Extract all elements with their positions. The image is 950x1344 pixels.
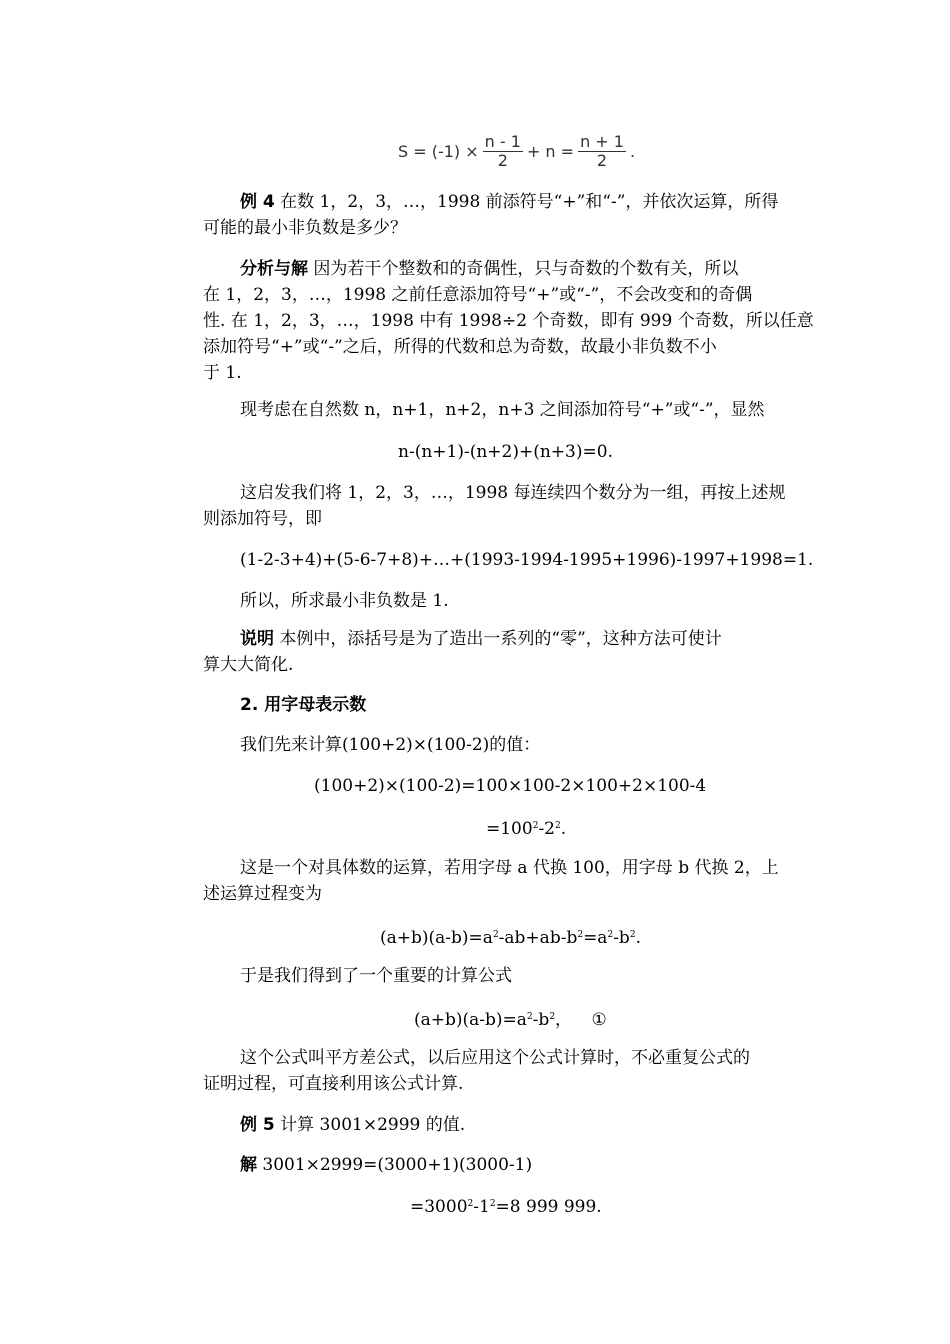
analysis-line-2: 在 1，2，3，…，1998 之前任意添加符号“+”或“-”，不会改变和的奇偶 <box>203 285 753 305</box>
eq-part: -1 <box>473 1197 490 1217</box>
fraction-2-numerator: n + 1 <box>580 131 624 151</box>
exponent: 2 <box>629 930 636 940</box>
conclusion-line: 所以，所求最小非负数是 1. <box>240 591 449 611</box>
fraction-2 <box>578 133 626 170</box>
letters-equation <box>380 923 641 950</box>
fraction-2-denominator: 2 <box>596 150 608 170</box>
solution-label: 解 <box>240 1155 257 1175</box>
calc-equation-2 <box>486 814 566 841</box>
solution-text: 3001×2999=(3000+1)(3000-1) <box>262 1155 533 1175</box>
exponent: 2 <box>555 821 561 831</box>
note-text: 本例中，添括号是为了造出一系列的“零”，这种方法可使计 <box>279 629 722 649</box>
eq-part: -b <box>613 928 630 948</box>
exponent: 2 <box>467 1199 474 1209</box>
formula-intro: 于是我们得到了一个重要的计算公式 <box>240 966 512 986</box>
formula-lhs: S = (-1) × <box>398 141 479 161</box>
solution-line <box>240 1153 532 1177</box>
inspire-line-1: 这启发我们将 1，2，3，…，1998 每连续四个数分为一组，再按上述规 <box>240 483 786 503</box>
grouping-equation: (1-2-3+4)+(5-6-7+8)+…+(1993-1994-1995+1996)-1997+1998=1. <box>240 550 814 570</box>
formula-desc-line-1: 这个公式叫平方差公式，以后应用这个公式计算时，不必重复公式的 <box>240 1048 750 1068</box>
eq-part: . <box>635 928 641 948</box>
example-5-text: 计算 3001×2999 的值. <box>280 1115 466 1135</box>
letters-line-2: 述运算过程变为 <box>203 884 322 904</box>
analysis-line-1 <box>240 257 738 281</box>
sum-formula <box>398 128 635 174</box>
exponent: 2 <box>607 930 614 940</box>
eq-part: (a+b)(a-b)=a <box>414 1010 527 1030</box>
consider-equation: n-(n+1)-(n+2)+(n+3)=0. <box>398 442 613 462</box>
analysis-line-3: 性. 在 1，2，3，…，1998 中有 1998÷2 个奇数，即有 999 个奇数，所以任意 <box>203 311 814 331</box>
example-4-line-1 <box>240 190 778 214</box>
difference-of-squares-formula <box>414 1005 607 1032</box>
eq-part: (a+b)(a-b)=a <box>380 928 493 948</box>
note-line-1 <box>240 627 722 651</box>
exponent: 2 <box>549 1012 556 1022</box>
exponent: 2 <box>489 1199 496 1209</box>
eq-part: ， <box>555 1010 573 1030</box>
eq-part: =8 999 999. <box>495 1197 602 1217</box>
exponent: 2 <box>492 930 499 940</box>
solution-result <box>410 1192 602 1219</box>
eq-part: =3000 <box>410 1197 468 1217</box>
analysis-label: 分析与解 <box>240 259 308 279</box>
note-label: 说明 <box>240 629 274 649</box>
fraction-1-numerator: n - 1 <box>484 131 521 151</box>
exponent: 2 <box>532 821 539 831</box>
example-4-label: 例 4 <box>240 192 275 212</box>
analysis-text: 因为若干个整数和的奇偶性，只与奇数的个数有关，所以 <box>313 259 739 279</box>
eq-part: -ab+ab-b <box>498 928 578 948</box>
example-5-line <box>240 1113 465 1137</box>
section-heading: 2. 用字母表示数 <box>240 695 367 715</box>
analysis-line-4: 添加符号“+”或“-”之后，所得的代数和总为奇数，故最小非负数不小 <box>203 337 717 357</box>
letters-line-1: 这是一个对具体数的运算，若用字母 a 代换 100，用字母 b 代换 2，上 <box>240 858 779 878</box>
note-line-2: 算大大简化. <box>203 655 294 675</box>
example-4-text: 在数 1，2，3，…，1998 前添符号“+”和“-”，并依次运算，所得 <box>280 192 779 212</box>
eq-part: =100 <box>486 819 533 839</box>
eq-part: =a <box>583 928 608 948</box>
example-5-label: 例 5 <box>240 1115 275 1135</box>
formula-mid: + n = <box>526 141 575 161</box>
consider-line: 现考虑在自然数 n，n+1，n+2，n+3 之间添加符号“+”或“-”，显然 <box>240 400 765 420</box>
exponent: 2 <box>577 930 584 940</box>
formula-number-marker: ① <box>591 1010 607 1030</box>
fraction-1 <box>483 133 523 170</box>
eq-part: . <box>560 819 567 839</box>
analysis-line-5: 于 1. <box>203 363 242 383</box>
calc-equation-1: (100+2)×(100-2)=100×100-2×100+2×100-4 <box>314 776 707 796</box>
exponent: 2 <box>526 1012 533 1022</box>
formula-desc-line-2: 证明过程，可直接利用该公式计算. <box>203 1074 464 1094</box>
example-4-line-2: 可能的最小非负数是多少？ <box>203 218 407 238</box>
calc-intro: 我们先来计算(100+2)×(100-2)的值： <box>240 735 541 755</box>
inspire-line-2: 则添加符号，即 <box>203 509 322 529</box>
eq-part: -b <box>532 1010 550 1030</box>
formula-end: . <box>629 141 636 161</box>
fraction-1-denominator: 2 <box>497 150 508 170</box>
eq-part: -2 <box>538 819 555 839</box>
